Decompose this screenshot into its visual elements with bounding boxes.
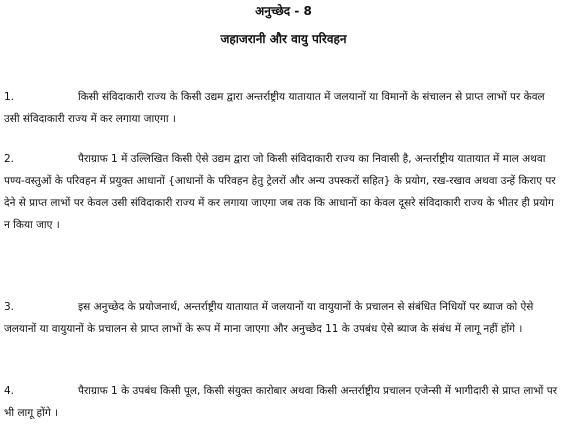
paragraph-number: 3. [4,301,15,313]
article-title: जहाजरानी और वायु परिवहन [220,32,347,46]
paragraph-number: 4. [4,385,15,397]
paragraph-2 [4,148,560,236]
paragraph-1 [4,86,560,130]
paragraph-text: पैराग्राफ 1 में उल्लिखित किसी ऐसे उद्यम द्वारा जो किसी संविदाकारी राज्य का निवासी है, अन्तर्राष्ट्रीय यातायात में माल अथवा पण्य-वस्तुओं के परिवहन में प्रयुक्त आधानों {आधानों के परिवहन हेतु ट्रेलरों और अन्य उपस्करों सहित} के प्रयोग, रख-रखाव अथवा उन्हें किराए पर देने से प्राप्त लाभों पर केवल उसी संविदाकारी राज्य में कर लगाया जाएगा जब तक कि आधानों का केवल दूसरे संविदाकारी राज्य के भीतर ही प्रयोग न किया जाए । [4,153,556,231]
paragraph-3 [4,296,560,340]
paragraph-number: 2. [4,153,15,165]
paragraph-number: 1. [4,91,15,103]
paragraph-text: पैराग्राफ 1 के उपबंध किसी पूल, किसी संयुक्त कारोबार अथवा किसी अन्तर्राष्ट्रीय प्रचालन एजेन्सी में भागीदारी से प्राप्त लाभों पर भी लागू होंगे । [4,385,557,419]
paragraph-text: किसी संविदाकारी राज्य के किसी उद्यम द्वारा अन्तर्राष्ट्रीय यातायात में जलयानों या विमानों के संचालन से प्राप्त लाभों पर केवल उसी संविदाकारी राज्य में कर लगाया जाएगा । [4,91,545,125]
article-heading: अनुच्छेद - 8 [255,4,312,18]
paragraph-text: इस अनुच्छेद के प्रयोजनार्थ, अन्तर्राष्ट्रीय यातायात में जलयानों या वायुयानों के प्रचालन से संबंधित निधियों पर ब्याज को ऐसे जलयानों या वायुयानों के प्रचालन से प्राप्त लाभों के रूप में माना जाएगा और अनुच्छेद 11 के उपबंध ऐसे ब्याज के संबंध में लागू नहीं होंगे । [4,301,534,335]
paragraph-4 [4,380,560,424]
